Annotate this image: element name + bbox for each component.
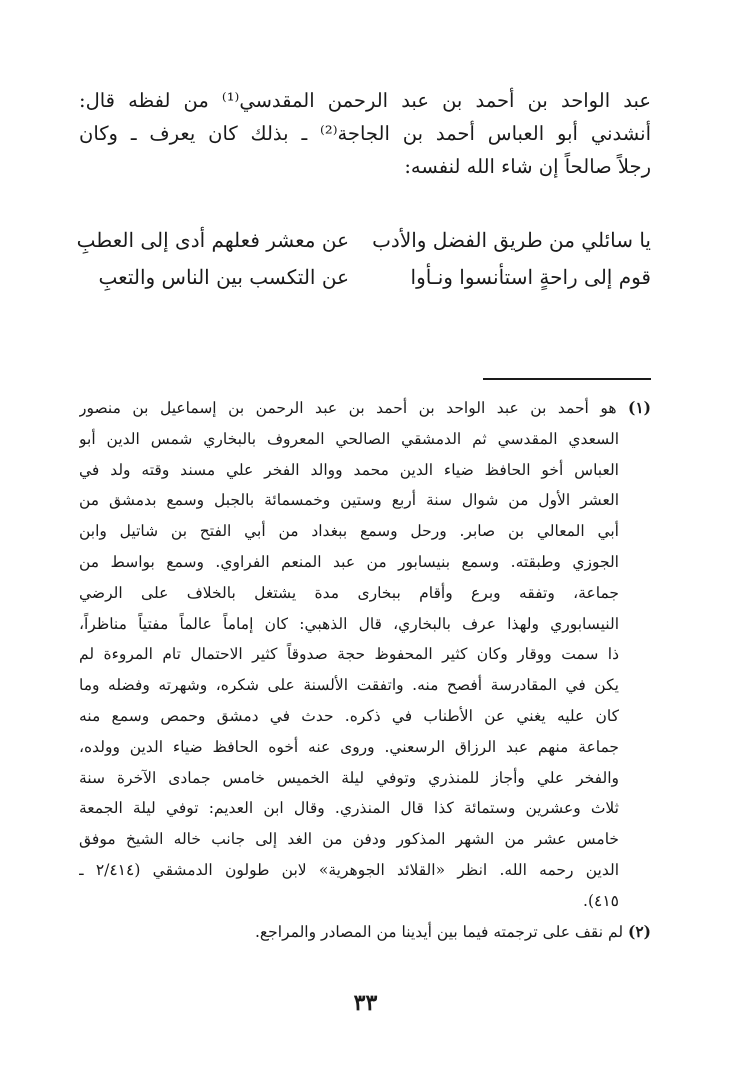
- poem-verse: [76, 222, 651, 259]
- footnote-marker: (٢): [627, 921, 651, 941]
- footnote-line: أبي المعالي بن صابر. ورحل وسمع ببغداد من أبي الفتح بن شاتيل وابن: [79, 522, 619, 541]
- footnote-line: العشر الأول من شوال سنة أربع وستين وخمسمائة بالجبل وسمع بدمشق من: [79, 491, 619, 510]
- footnote-line: العباس أخو الحافظ ضياء الدين محمد ووالد الفخر علي مسند وقته ولد في: [79, 460, 619, 479]
- footnote-line: الجوزي وطبقته. وسمع بنيسابور من عبد المنعم الفراوي. وسمع بواسط من: [79, 552, 619, 571]
- footnote-line: جماعة، وتفقه وبرع وأقام ببخارى مدة يشتغل بالخلاف على الرضي: [79, 583, 619, 602]
- footnote-marker: (١): [627, 398, 651, 417]
- verse-second-hemistich: عن معشر فعلهم أدى إلى العطبِ: [76, 228, 349, 252]
- footnote-line: ٤١٥).: [583, 891, 619, 910]
- footnote-line: خامس عشر من الشهر المذكور ودفن من الغد إلى جانب خاله الشيخ موفق: [79, 830, 619, 849]
- footnote-separator: [483, 378, 651, 380]
- verse-first-hemistich: يا سائلي من طريق الفضل والأدب: [372, 228, 651, 252]
- main-text-line: عبد الواحد بن أحمد بن عبد الرحمن المقدسي⁽¹⁾ من لفظه قال:: [79, 89, 651, 112]
- poem: [76, 222, 651, 296]
- footnote-line: كان عليه يغني عن الأطناب في ذكره. حدث في دمشق وحمص وسمع منه: [79, 706, 619, 725]
- footnote-line: الدين رحمه الله. انظر «القلائد الجوهرية» لابن طولون الدمشقي (٢/٤١٤ ـ: [79, 860, 620, 879]
- footnote-1-first-line: [79, 393, 651, 424]
- page-number: ٣٣: [353, 990, 378, 1016]
- main-text-line: رجلاً صالحاً إن شاء الله لنفسه:: [404, 155, 651, 178]
- verse-first-hemistich: قوم إلى راحةٍ استأنسوا ونـأوا: [410, 265, 651, 289]
- footnote-2: [79, 917, 651, 948]
- footnote-line: والفخر علي وأجاز للمنذري وتوفي ليلة الخميس خامس جمادى الآخرة سنة: [79, 768, 619, 787]
- main-text: [79, 84, 651, 183]
- main-text-line: أنشدني أبو العباس أحمد بن الجاجة⁽²⁾ ـ بذلك كان يعرف ـ وكان: [79, 122, 651, 145]
- footnote-text: هو أحمد بن عبد الواحد بن أحمد بن عبد الرحمن بن إسماعيل بن منصور: [79, 399, 617, 417]
- footnote-line: جماعة منهم عبد الرزاق الرسعني. وروى عنه أخوه الحافظ ضياء الدين وولده،: [79, 737, 619, 756]
- footnote-text: لم نقف على ترجمته فيما بين أيدينا من المصادر والمراجع.: [255, 922, 624, 941]
- footnote-line: السعدي المقدسي ثم الدمشقي الصالحي المعروف بالبخاري شمس الدين أبو: [79, 429, 619, 448]
- poem-verse: [79, 259, 651, 296]
- footnote-line: ثلاث وعشرين وستمائة كذا قال المنذري. وقال ابن العديم: توفي ليلة الجمعة: [79, 799, 619, 818]
- footnotes: [79, 393, 651, 947]
- verse-second-hemistich: عن التكسب بين الناس والتعبِ: [98, 265, 349, 289]
- footnote-line: يكن في المقادرسة أفصح منه. واتفقت الألسنة على شكره، وشهرته وفضله وما: [79, 676, 619, 695]
- footnote-line: النيسابوري ولهذا عرف بالبخاري، قال الذهبي: كان إماماً عالماً مفتياً مناظراً،: [79, 614, 619, 633]
- footnote-line: ذا سمت ووقار وكان كثير المحفوظ حجة صدوقاً كثير الاحتمال تام المروءة لم: [79, 645, 619, 664]
